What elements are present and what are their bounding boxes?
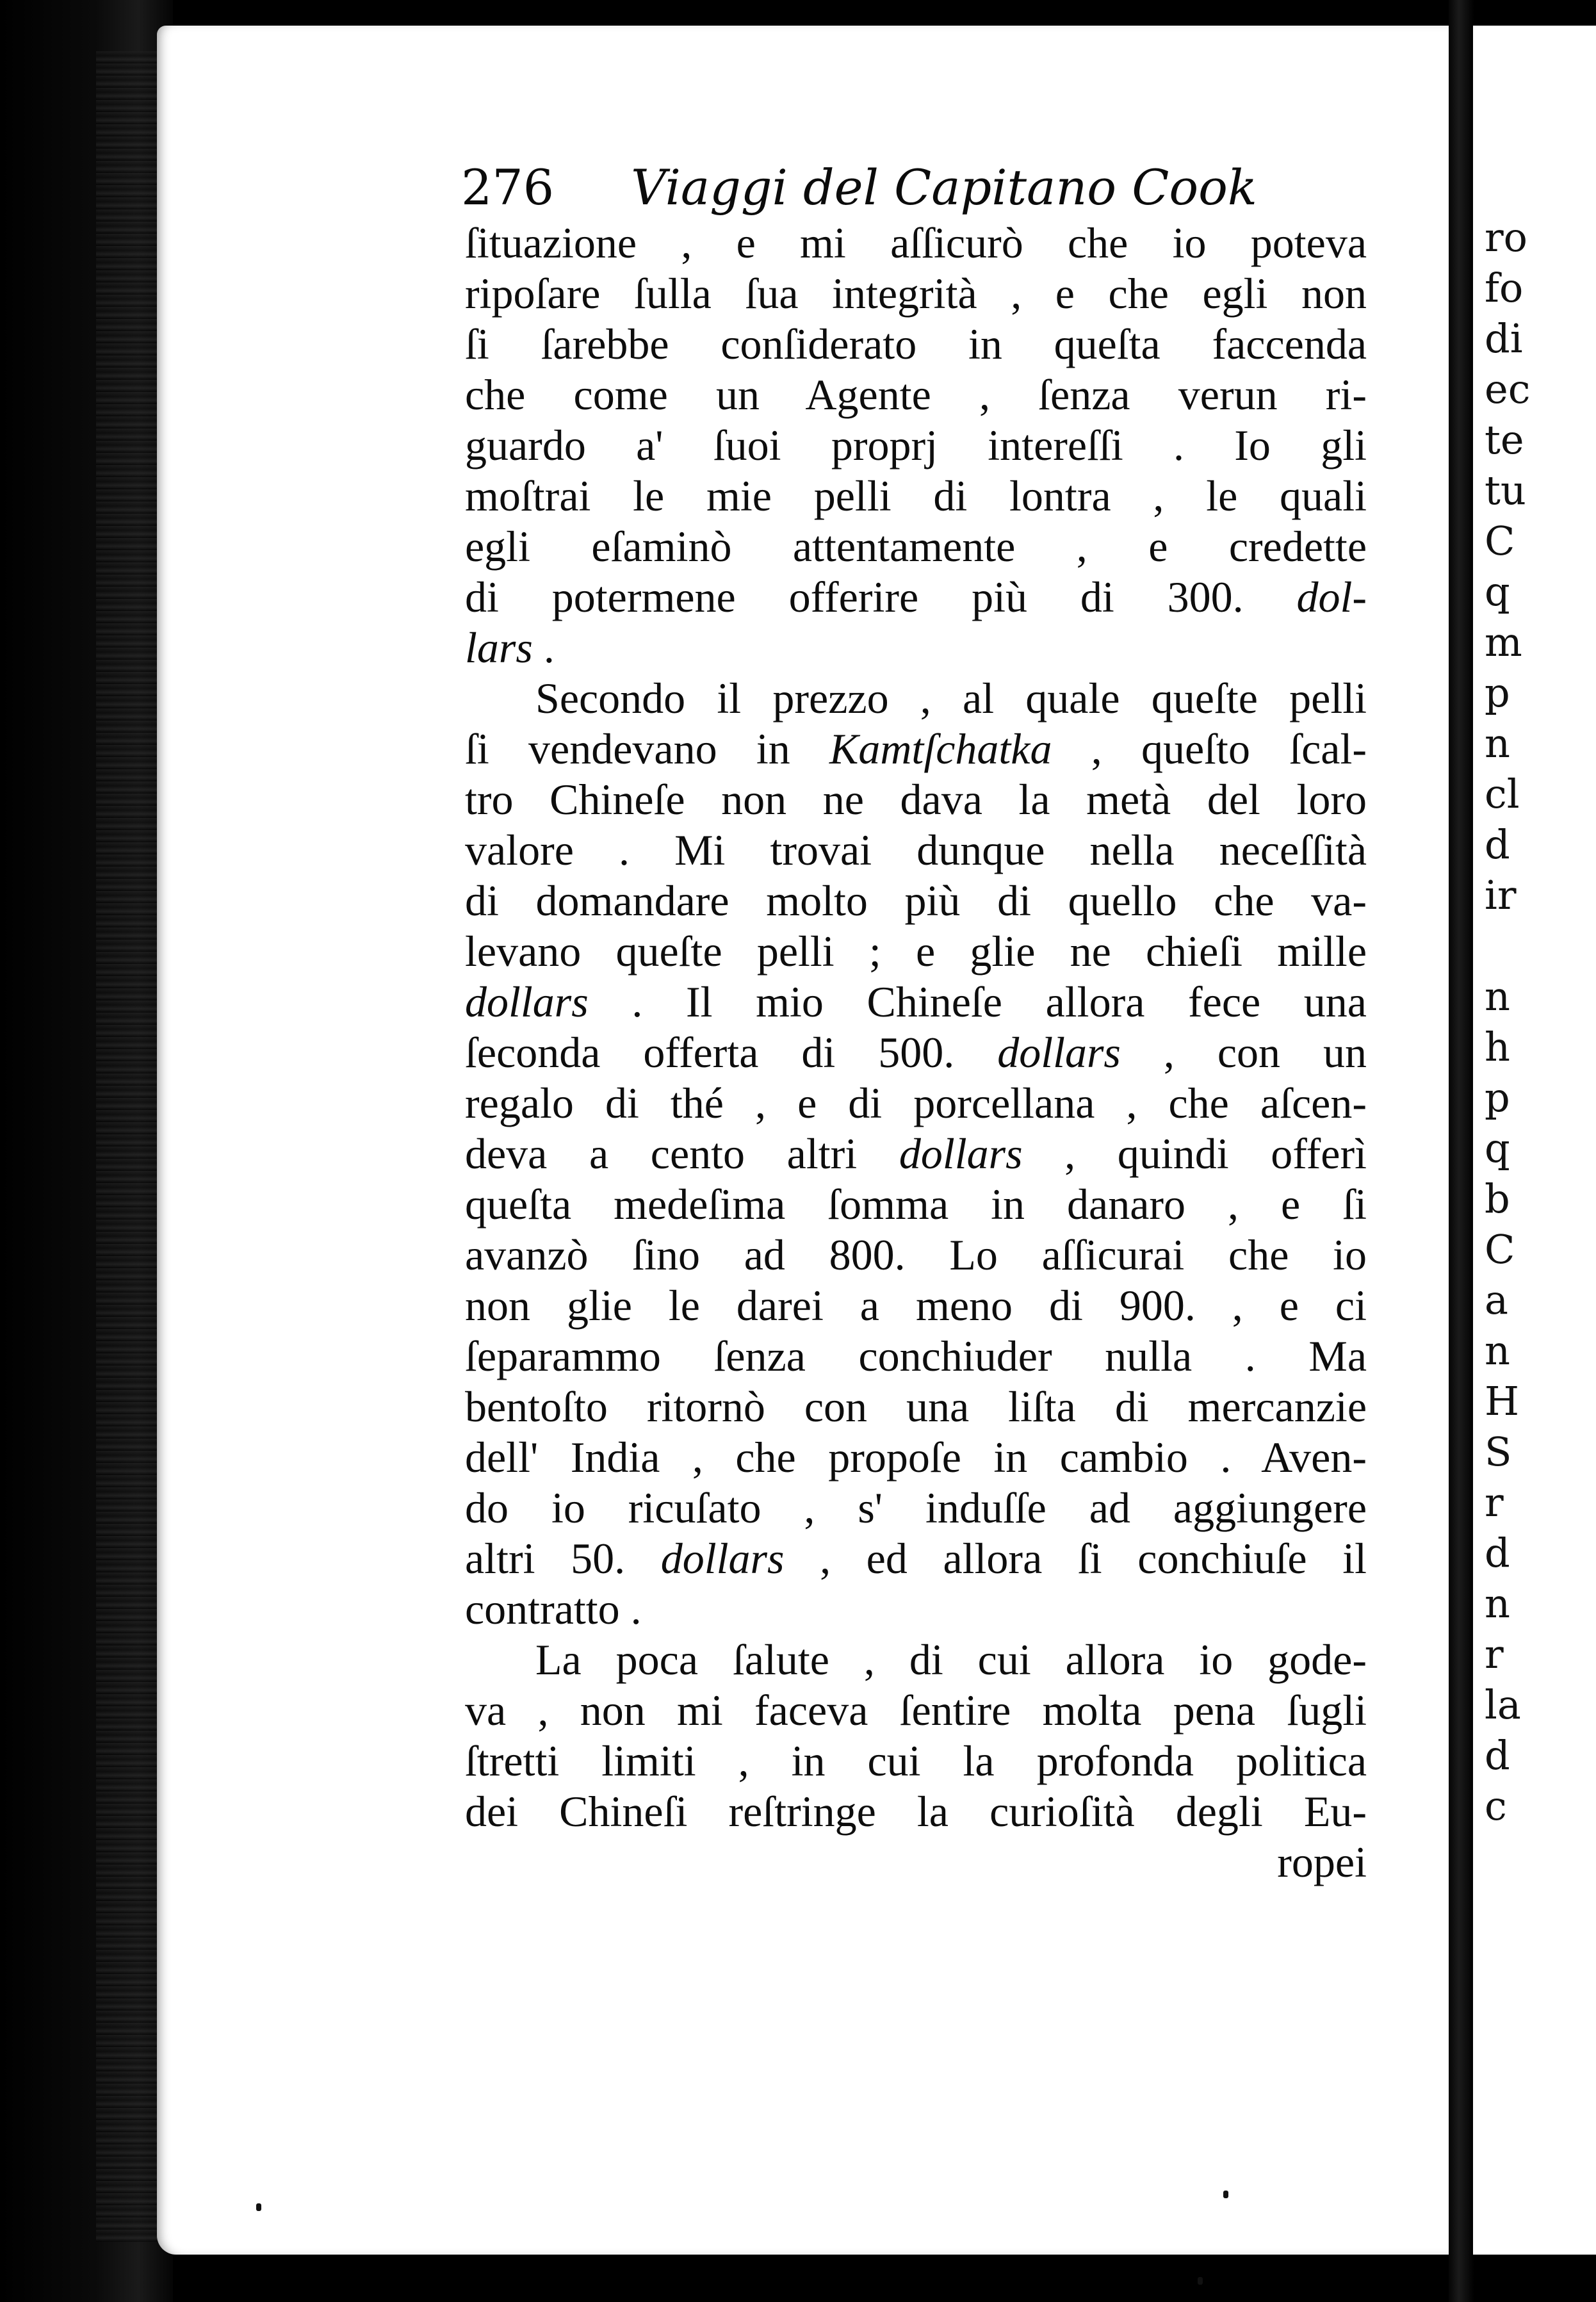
facing-page-fragment: r: [1485, 1479, 1504, 1526]
text-line: [465, 774, 1367, 825]
text-line: [465, 319, 1367, 370]
facing-page-fragment: n: [1485, 720, 1510, 767]
text-segment: ſtretti limiti , in cui la profonda politica: [465, 1736, 1367, 1785]
text-line: [465, 1432, 1367, 1483]
text-line: [465, 1786, 1367, 1837]
text-segment: do io ricuſato , s' induſſe ad aggiungere: [465, 1483, 1367, 1532]
text-segment: , con un: [1120, 1028, 1367, 1077]
text-line: [465, 623, 1367, 673]
text-line: [465, 977, 1367, 1027]
facing-page-fragment: C: [1485, 1226, 1515, 1273]
text-line: [465, 218, 1367, 268]
text-line: [465, 420, 1367, 471]
text-line: [465, 1230, 1367, 1280]
text-segment: Secondo il prezzo , al quale queſte pelli: [535, 674, 1367, 722]
facing-page-fragment: m: [1485, 619, 1522, 665]
facing-page-fragment: d: [1485, 1732, 1510, 1779]
text-segment: ropei: [1277, 1838, 1367, 1886]
facing-page-fragment: a: [1485, 1277, 1508, 1323]
text-segment: regalo di thé , e di porcellana , che aſcen-: [465, 1079, 1367, 1127]
text-segment: ſituazione , e mi aſſicurò che io poteva: [465, 218, 1367, 267]
text-segment: di domandare molto più di quello che va-: [465, 876, 1367, 925]
text-segment: avanzò ſino ad 800. Lo aſſicurai che io: [465, 1230, 1367, 1279]
text-line: [465, 1635, 1367, 1685]
text-segment: valore . Mi trovai dunque nella neceſſità: [465, 826, 1367, 874]
facing-page-fragment: d: [1485, 821, 1510, 868]
text-line: [465, 926, 1367, 977]
text-segment: .: [532, 623, 555, 672]
facing-page-fragment: ec: [1485, 366, 1531, 412]
text-segment: di potermene offerire più di 300.: [465, 573, 1297, 621]
facing-page-fragment: te: [1485, 416, 1524, 463]
text-line: [465, 471, 1367, 521]
text-segment: contratto .: [465, 1585, 642, 1633]
text-line: [465, 268, 1367, 319]
text-line: [465, 521, 1367, 572]
text-segment: ſeconda offerta di 500.: [465, 1028, 998, 1077]
text-segment: tro Chineſe non ne dava la metà del loro: [465, 775, 1367, 824]
text-line: [465, 825, 1367, 876]
italic-word: lars: [465, 623, 533, 672]
facing-page-fragment: tu: [1485, 467, 1526, 514]
text-segment: , queſto ſcal-: [1052, 724, 1367, 773]
facing-page-fragment: n: [1485, 1580, 1510, 1627]
text-line: [465, 1179, 1367, 1230]
text-line: [465, 1027, 1367, 1078]
text-line: [465, 1382, 1367, 1432]
text-segment: , ed allora ſi conchiuſe il: [784, 1534, 1367, 1583]
text-segment: ripoſare ſulla ſua integrità , e che egli non: [465, 269, 1367, 318]
text-segment: bentoſto ritornò con una liſta di mercanzie: [465, 1382, 1367, 1431]
text-segment: egli eſaminò attentamente , e credette: [465, 522, 1367, 571]
text-line: [465, 572, 1367, 623]
text-segment: va , non mi faceva ſentire molta pena ſugli: [465, 1686, 1367, 1735]
text-segment: levano queſte pelli ; e glie ne chieſi mille: [465, 927, 1367, 975]
text-line: [465, 1280, 1367, 1331]
italic-word: dollars: [465, 977, 589, 1026]
italic-word: dollars: [899, 1129, 1023, 1178]
running-title: Viaggi del Capitano Cook: [631, 159, 1257, 216]
text-line: [465, 1483, 1367, 1533]
ink-speck: [1223, 2191, 1228, 2198]
text-segment: guardo a' ſuoi proprj intereſſi . Io gli: [465, 421, 1367, 469]
text-line: [465, 1736, 1367, 1786]
facing-page-fragment: C: [1485, 518, 1515, 564]
facing-page-fragment: p: [1485, 669, 1510, 716]
text-line: [465, 724, 1367, 774]
facing-page-fragment: c: [1485, 1783, 1507, 1829]
facing-page-fragment: ir: [1485, 872, 1517, 918]
text-segment: deva a cento altri: [465, 1129, 899, 1178]
italic-word: dollars: [660, 1534, 785, 1583]
facing-page-strip: [1473, 26, 1596, 2255]
facing-page-fragment: la: [1485, 1681, 1521, 1728]
text-line: [465, 1533, 1367, 1584]
facing-page-fragment: q: [1485, 1125, 1510, 1171]
facing-page-fragment: cl: [1485, 771, 1520, 817]
text-segment: . Il mio Chineſe allora fece una: [588, 977, 1367, 1026]
italic-word: dollars: [997, 1028, 1121, 1077]
facing-page-fragment: d: [1485, 1530, 1510, 1576]
italic-word: dol-: [1296, 573, 1367, 621]
text-segment: moſtrai le mie pelli di lontra , le quali: [465, 471, 1367, 520]
text-segment: dei Chineſi reſtringe la curioſità degli Eu-: [465, 1787, 1367, 1836]
text-line: [465, 876, 1367, 926]
facing-page-fragment: q: [1485, 568, 1510, 615]
text-segment: dell' India , che propoſe in cambio . Aven-: [465, 1433, 1367, 1482]
running-head: [461, 159, 1257, 216]
text-segment: queſta medeſima ſomma in danaro , e ſi: [465, 1180, 1367, 1229]
facing-page-fragment: n: [1485, 973, 1510, 1020]
text-line: [465, 370, 1367, 420]
facing-page-fragment: di: [1485, 315, 1523, 362]
facing-page-fragment: p: [1485, 1074, 1510, 1121]
facing-page-fragment: b: [1485, 1175, 1510, 1222]
page-number: 276: [461, 159, 555, 216]
binding-texture: [96, 51, 167, 2242]
facing-page-fragment: ro: [1485, 214, 1527, 261]
text-segment: non glie le darei a meno di 900. , e ci: [465, 1281, 1367, 1330]
text-line: [465, 1129, 1367, 1179]
text-line: [465, 1837, 1367, 1888]
text-line: [465, 1584, 1367, 1635]
facing-page-fragment: fo: [1485, 265, 1524, 311]
text-segment: , quindi offerì: [1022, 1129, 1367, 1178]
text-line: [465, 1078, 1367, 1129]
ink-speck: [256, 2203, 261, 2211]
text-segment: ſi vendevano in: [465, 724, 829, 773]
facing-page-fragment: S: [1485, 1428, 1512, 1475]
text-segment: ſeparammo ſenza conchiuder nulla . Ma: [465, 1332, 1367, 1380]
facing-page-fragment: r: [1485, 1631, 1504, 1678]
text-segment: altri 50.: [465, 1534, 661, 1583]
text-segment: La poca ſalute , di cui allora io gode-: [535, 1635, 1367, 1684]
facing-page-fragment: H: [1485, 1378, 1520, 1424]
ink-speck: [1198, 2277, 1203, 2285]
text-line: [465, 673, 1367, 724]
page-body-text: [465, 218, 1367, 1888]
facing-page-fragment: h: [1485, 1024, 1510, 1070]
text-segment: ſi ſarebbe conſiderato in queſta faccenda: [465, 320, 1367, 368]
italic-word: Kamtſchatka: [829, 724, 1052, 773]
text-line: [465, 1331, 1367, 1382]
text-line: [465, 1685, 1367, 1736]
facing-page-fragment: n: [1485, 1327, 1510, 1374]
page-gutter: [1449, 0, 1474, 2302]
text-segment: che come un Agente , ſenza verun ri-: [465, 370, 1367, 419]
